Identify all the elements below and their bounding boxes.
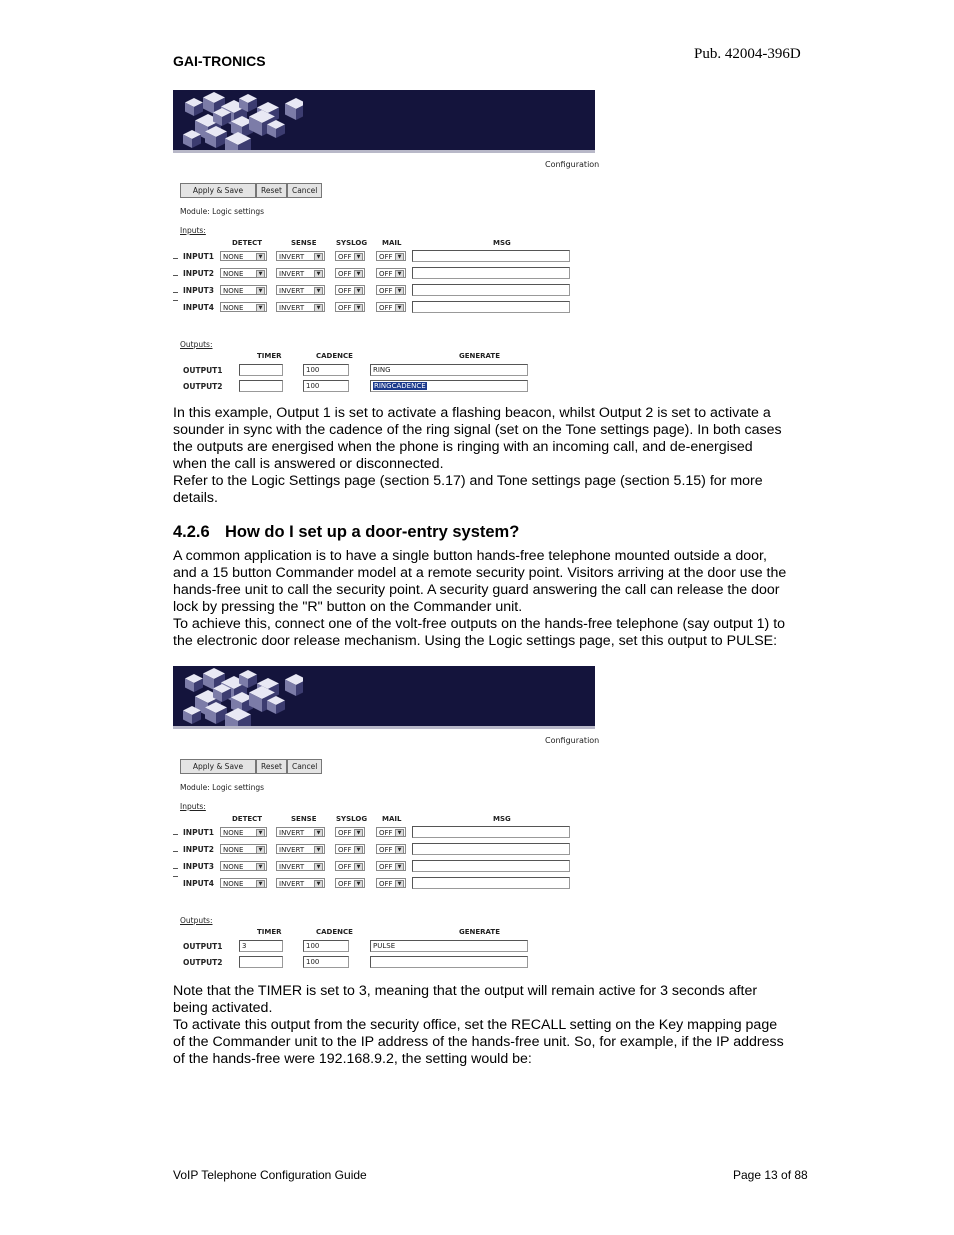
paragraph-line: Note that the TIMER is set to 3, meaning that the output will remain active for 3 seconds after being activated. <box>173 983 758 1016</box>
input-msg-field[interactable] <box>412 267 570 279</box>
chevron-down-icon[interactable]: ▼ <box>256 846 265 854</box>
select-value: OFF <box>379 829 393 837</box>
output-generate-field[interactable] <box>370 940 528 952</box>
select-value: INVERT <box>279 253 305 261</box>
chevron-down-icon[interactable]: ▼ <box>314 846 323 854</box>
output-timer-field[interactable] <box>239 956 283 968</box>
button-row <box>180 759 322 774</box>
output-generate-field[interactable] <box>370 380 528 392</box>
chevron-down-icon[interactable]: ▼ <box>314 253 323 261</box>
input-detect-select[interactable] <box>220 861 267 871</box>
input-sense-select[interactable] <box>276 861 325 871</box>
input-detect-select[interactable] <box>220 878 267 888</box>
column-header-sense: SENSE <box>291 239 317 247</box>
input-mail-select[interactable] <box>376 827 406 837</box>
generate-value: RINGCADENCE <box>374 382 426 390</box>
reset-button[interactable]: Reset <box>256 183 287 198</box>
input-syslog-select[interactable] <box>335 302 365 312</box>
output-timer-field[interactable] <box>239 380 283 392</box>
header-banner <box>173 666 595 726</box>
input-sense-select[interactable] <box>276 827 325 837</box>
select-value: NONE <box>223 863 244 871</box>
input-sense-select[interactable] <box>276 844 325 854</box>
input-msg-field[interactable] <box>412 284 570 296</box>
input-mail-select[interactable] <box>376 844 406 854</box>
input-row-label: INPUT3 <box>183 286 214 295</box>
section-heading <box>173 523 519 542</box>
cube-logo-graphic <box>173 666 303 726</box>
row-marker <box>173 868 178 869</box>
select-value: OFF <box>338 880 352 888</box>
chevron-down-icon[interactable]: ▼ <box>354 287 363 295</box>
select-value: NONE <box>223 287 244 295</box>
chevron-down-icon[interactable]: ▼ <box>395 880 404 888</box>
input-row-label: INPUT2 <box>183 845 214 854</box>
chevron-down-icon[interactable]: ▼ <box>354 270 363 278</box>
input-sense-select[interactable] <box>276 302 325 312</box>
input-syslog-select[interactable] <box>335 268 365 278</box>
column-header-cadence: CADENCE <box>316 352 353 360</box>
row-marker <box>173 851 178 852</box>
select-value: INVERT <box>279 863 305 871</box>
input-mail-select[interactable] <box>376 251 406 261</box>
row-marker <box>173 834 178 835</box>
select-value: INVERT <box>279 270 305 278</box>
select-value: NONE <box>223 829 244 837</box>
chevron-down-icon[interactable]: ▼ <box>354 880 363 888</box>
output-cadence-field[interactable]: 100 <box>303 956 349 968</box>
select-value: OFF <box>379 253 393 261</box>
paragraph-door-entry <box>173 548 788 650</box>
section-title: How do I set up a door-entry system? <box>225 523 520 541</box>
banner-divider <box>173 726 595 729</box>
output-timer-field[interactable] <box>239 364 283 376</box>
output-generate-field[interactable] <box>370 364 528 376</box>
paragraph-outputs-example <box>173 405 788 507</box>
paragraph-timer-note <box>173 983 788 1068</box>
input-syslog-select[interactable] <box>335 827 365 837</box>
column-header-cadence: CADENCE <box>316 928 353 936</box>
chevron-down-icon[interactable]: ▼ <box>354 846 363 854</box>
column-header-mail: MAIL <box>382 815 402 823</box>
column-header-detect: DETECT <box>232 815 263 823</box>
input-mail-select[interactable] <box>376 302 406 312</box>
input-mail-select[interactable] <box>376 285 406 295</box>
select-value: NONE <box>223 253 244 261</box>
chevron-down-icon[interactable]: ▼ <box>256 863 265 871</box>
output-cadence-field[interactable]: 100 <box>303 940 349 952</box>
select-value: OFF <box>338 253 352 261</box>
input-msg-field[interactable] <box>412 301 570 313</box>
input-mail-select[interactable] <box>376 268 406 278</box>
select-value: OFF <box>379 270 393 278</box>
input-msg-field[interactable] <box>412 826 570 838</box>
select-value: NONE <box>223 880 244 888</box>
input-msg-field[interactable] <box>412 843 570 855</box>
output-cadence-field[interactable]: 100 <box>303 364 349 376</box>
input-msg-field[interactable] <box>412 860 570 872</box>
input-syslog-select[interactable] <box>335 251 365 261</box>
select-value: OFF <box>338 287 352 295</box>
row-marker <box>173 300 178 301</box>
chevron-down-icon[interactable]: ▼ <box>314 880 323 888</box>
configuration-label: Configuration <box>545 160 600 169</box>
input-msg-field[interactable] <box>412 877 570 889</box>
select-value: NONE <box>223 270 244 278</box>
paragraph-line: In this example, Output 1 is set to activate a flashing beacon, whilst Output 2 is set to activate a sounder in sync with the cadence of the ring signal (set on the Tone settings page). In both cases the outputs are energised when the phone is ringing with an incoming call, and de-energised when the call is answered or disconnected. <box>173 405 782 472</box>
paragraph-line: A common application is to have a single button hands-free telephone mounted outside a door, and a 15 button Commander model at a remote security point. Visitors arriving at the door use the hands-free unit to call the security point. A security guard answering the call can release the door lock by pressing the "R" button on the Commander unit. <box>173 548 787 615</box>
reset-button[interactable]: Reset <box>256 759 287 774</box>
generate-value: PULSE <box>373 942 396 950</box>
chevron-down-icon[interactable]: ▼ <box>314 829 323 837</box>
select-value: OFF <box>379 287 393 295</box>
input-row-label: INPUT1 <box>183 828 214 837</box>
apply-save-button[interactable]: Apply & Save <box>180 759 256 774</box>
column-header-sense: SENSE <box>291 815 317 823</box>
chevron-down-icon[interactable]: ▼ <box>314 287 323 295</box>
chevron-down-icon[interactable]: ▼ <box>256 829 265 837</box>
apply-save-button[interactable]: Apply & Save <box>180 183 256 198</box>
chevron-down-icon[interactable]: ▼ <box>314 304 323 312</box>
input-row-label: INPUT2 <box>183 269 214 278</box>
column-header-timer: TIMER <box>257 928 282 936</box>
chevron-down-icon[interactable]: ▼ <box>354 829 363 837</box>
chevron-down-icon[interactable]: ▼ <box>354 863 363 871</box>
input-detect-select[interactable] <box>220 844 267 854</box>
chevron-down-icon[interactable]: ▼ <box>256 270 265 278</box>
chevron-down-icon[interactable]: ▼ <box>395 846 404 854</box>
select-value: OFF <box>338 863 352 871</box>
input-sense-select[interactable] <box>276 878 325 888</box>
select-value: OFF <box>379 846 393 854</box>
output-row-label: OUTPUT1 <box>183 366 223 375</box>
module-label: Module: Logic settings <box>180 783 265 792</box>
inputs-section-label: Inputs: <box>180 226 206 235</box>
select-value: INVERT <box>279 829 305 837</box>
input-detect-select[interactable] <box>220 302 267 312</box>
chevron-down-icon[interactable]: ▼ <box>256 287 265 295</box>
chevron-down-icon[interactable]: ▼ <box>354 253 363 261</box>
logic-settings-screenshot-2 <box>173 666 598 971</box>
input-detect-select[interactable] <box>220 251 267 261</box>
select-value: NONE <box>223 304 244 312</box>
chevron-down-icon[interactable]: ▼ <box>395 304 404 312</box>
output-generate-field[interactable] <box>370 956 528 968</box>
inputs-section-label: Inputs: <box>180 802 206 811</box>
input-row-label: INPUT4 <box>183 879 214 888</box>
output-row-label: OUTPUT2 <box>183 958 223 967</box>
input-detect-select[interactable] <box>220 285 267 295</box>
chevron-down-icon[interactable]: ▼ <box>395 287 404 295</box>
input-row-label: INPUT3 <box>183 862 214 871</box>
paragraph-line: To achieve this, connect one of the volt-free outputs on the hands-free telephone (say output 1) to the electronic door release mechanism. Using the Logic settings page, set this output to PULSE: <box>173 616 786 649</box>
column-header-msg: MSG <box>493 815 511 823</box>
cube-logo-graphic <box>173 90 303 150</box>
select-value: INVERT <box>279 880 305 888</box>
input-row-label: INPUT4 <box>183 303 214 312</box>
generate-value: RING <box>373 366 391 374</box>
module-label: Module: Logic settings <box>180 207 265 216</box>
outputs-section-label: Outputs: <box>180 916 213 925</box>
column-header-syslog: SYSLOG <box>336 239 368 247</box>
chevron-down-icon[interactable]: ▼ <box>354 304 363 312</box>
footer-guide-title: VoIP Telephone Configuration Guide <box>173 1168 367 1182</box>
banner-divider <box>173 150 595 153</box>
footer-page-number: Page 13 of 88 <box>733 1168 808 1182</box>
select-value: NONE <box>223 846 244 854</box>
header-banner <box>173 90 595 150</box>
cancel-button[interactable]: Cancel <box>287 759 322 774</box>
select-value: INVERT <box>279 846 305 854</box>
company-name: GAI-TRONICS <box>173 53 266 69</box>
outputs-section-label: Outputs: <box>180 340 213 349</box>
input-sense-select[interactable] <box>276 251 325 261</box>
column-header-generate: GENERATE <box>459 928 500 936</box>
select-value: OFF <box>379 863 393 871</box>
paragraph-line: To activate this output from the security office, set the RECALL setting on the Key mapping page of the Commander unit to the IP address of the hands-free unit. So, for example, if the IP address of the hands-free were 192.168.9.2, the setting would be: <box>173 1017 784 1067</box>
input-msg-field[interactable] <box>412 250 570 262</box>
input-sense-select[interactable] <box>276 268 325 278</box>
select-value: OFF <box>338 846 352 854</box>
input-syslog-select[interactable] <box>335 285 365 295</box>
section-number: 4.2.6 <box>173 523 210 541</box>
output-row-label: OUTPUT2 <box>183 382 223 391</box>
chevron-down-icon[interactable]: ▼ <box>314 863 323 871</box>
row-marker <box>173 876 178 877</box>
input-syslog-select[interactable] <box>335 844 365 854</box>
select-value: OFF <box>379 880 393 888</box>
chevron-down-icon[interactable]: ▼ <box>395 829 404 837</box>
chevron-down-icon[interactable]: ▼ <box>395 253 404 261</box>
input-row-label: INPUT1 <box>183 252 214 261</box>
input-mail-select[interactable] <box>376 861 406 871</box>
paragraph-line: Refer to the Logic Settings page (section 5.17) and Tone settings page (section 5.15) for more details. <box>173 473 763 506</box>
chevron-down-icon[interactable]: ▼ <box>256 880 265 888</box>
publication-number: Pub. 42004-396D <box>694 46 801 62</box>
input-sense-select[interactable] <box>276 285 325 295</box>
output-row-label: OUTPUT1 <box>183 942 223 951</box>
column-header-msg: MSG <box>493 239 511 247</box>
column-header-generate: GENERATE <box>459 352 500 360</box>
select-value: OFF <box>338 304 352 312</box>
column-header-timer: TIMER <box>257 352 282 360</box>
chevron-down-icon[interactable]: ▼ <box>314 270 323 278</box>
cancel-button[interactable]: Cancel <box>287 183 322 198</box>
output-timer-field[interactable]: 3 <box>239 940 283 952</box>
column-header-syslog: SYSLOG <box>336 815 368 823</box>
row-marker <box>173 292 178 293</box>
select-value: OFF <box>379 304 393 312</box>
row-marker <box>173 275 178 276</box>
select-value: OFF <box>338 829 352 837</box>
input-syslog-select[interactable] <box>335 861 365 871</box>
configuration-label: Configuration <box>545 736 600 745</box>
select-value: INVERT <box>279 304 305 312</box>
chevron-down-icon[interactable]: ▼ <box>395 270 404 278</box>
chevron-down-icon[interactable]: ▼ <box>256 253 265 261</box>
row-marker <box>173 258 178 259</box>
input-mail-select[interactable] <box>376 878 406 888</box>
input-detect-select[interactable] <box>220 827 267 837</box>
chevron-down-icon[interactable]: ▼ <box>256 304 265 312</box>
input-syslog-select[interactable] <box>335 878 365 888</box>
select-value: INVERT <box>279 287 305 295</box>
output-cadence-field[interactable]: 100 <box>303 380 349 392</box>
chevron-down-icon[interactable]: ▼ <box>395 863 404 871</box>
button-row <box>180 183 322 198</box>
column-header-mail: MAIL <box>382 239 402 247</box>
input-detect-select[interactable] <box>220 268 267 278</box>
logic-settings-screenshot-1 <box>173 90 598 400</box>
select-value: OFF <box>338 270 352 278</box>
column-header-detect: DETECT <box>232 239 263 247</box>
